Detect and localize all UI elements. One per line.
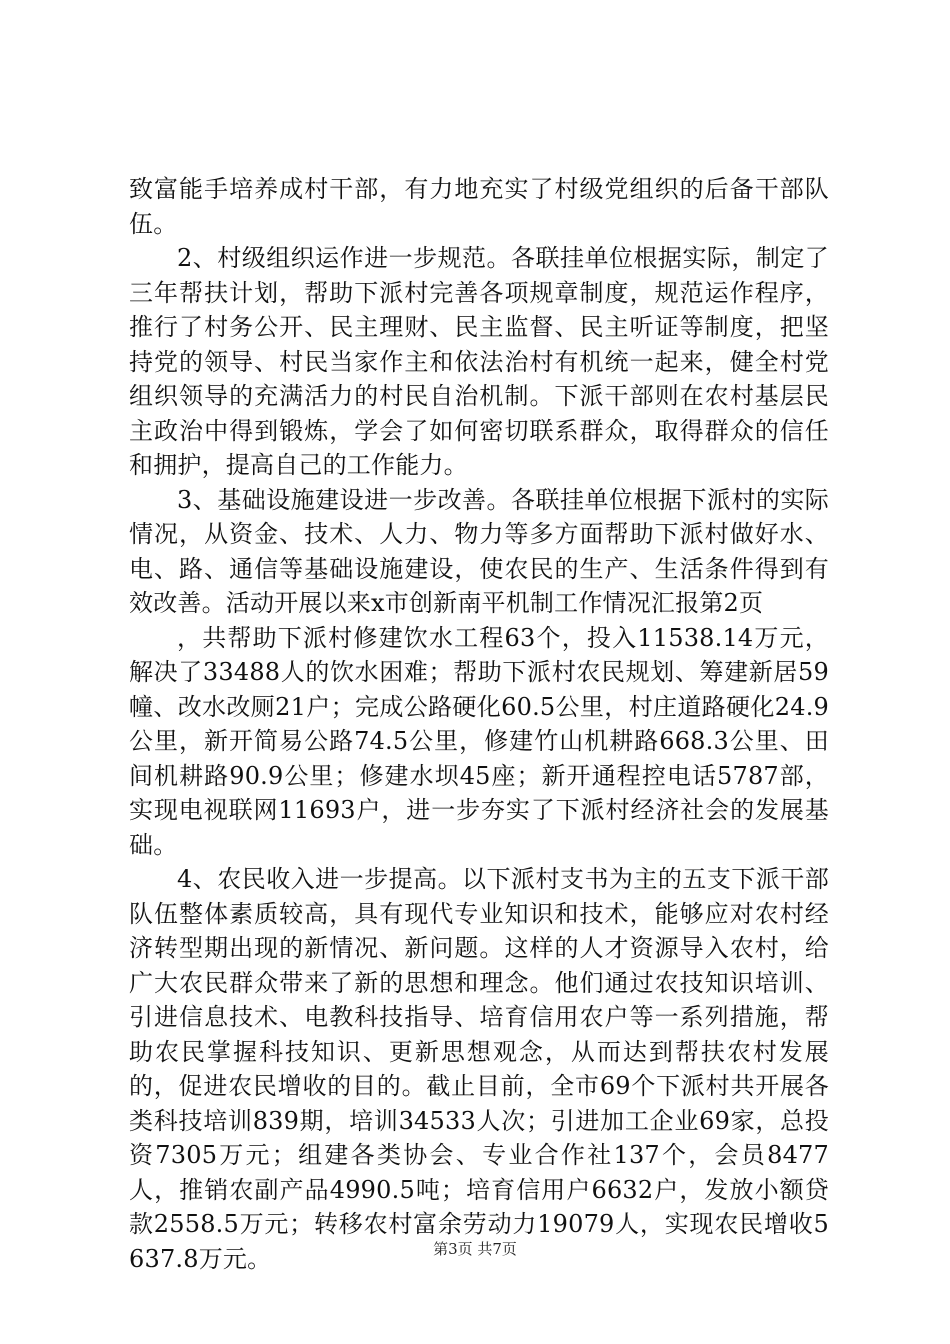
paragraph-infrastructure: 3、基础设施建设进一步改善。各联挂单位根据下派村的实际情况，从资金、技术、人力、物力等多方面帮助下派村做好水、电、路、通信等基础设施建设，使农民的生产、生活条件得到有效改善。活动开展以来x市创新南平机制工作情况汇报第2页: [129, 485, 829, 617]
document-body: [129, 172, 829, 1276]
page-footer: [0, 1238, 950, 1259]
page-number-label: 第3页 共7页: [433, 1240, 517, 1258]
paragraph-farmer-income: 4、农民收入进一步提高。以下派村支书为主的五支下派干部队伍整体素质较高，具有现代专业知识和技术，能够应对农村经济转型期出现的新情况、新问题。这样的人才资源导入农村，给广大农民群众带来了新的思想和理念。他们通过农技知识培训、引进信息技术、电教科技指导、培育信用农户等一系列措施，帮助农民掌握科技知识、更新思想观念，从而达到帮扶农村发展的，促进农民增收的目的。截止目前，全市69个下派村共开展各类科技培训839期，培训34533人次；引进加工企业69家，总投资7305万元；组建各类协会、专业合作社137个，会员8477人，推销农副产品4990.5吨；培育信用户6632户，发放小额贷款2558.5万元；转移农村富余劳动力19079人，实现农民增收5637.8万元。: [129, 865, 829, 1273]
paragraph-continuation: 致富能手培养成村干部，有力地充实了村级党组织的后备干部队伍。: [129, 175, 829, 238]
paragraph-village-organization: 2、村级组织运作进一步规范。各联挂单位根据实际，制定了三年帮扶计划，帮助下派村完善各项规章制度，规范运作程序，推行了村务公开、民主理财、民主监督、民主听证等制度，把坚持党的领导、村民当家作主和依法治村有机统一起来，健全村党组织领导的充满活力的村民自治机制。下派干部则在农村基层民主政治中得到锻炼，学会了如何密切联系群众，取得群众的信任和拥护，提高自己的工作能力。: [129, 244, 829, 479]
paragraph-infrastructure-figures: ，共帮助下派村修建饮水工程63个，投入11538.14万元，解决了33488人的饮水困难；帮助下派村农民规划、筹建新居59幢、改水改厕21户；完成公路硬化60.5公里，村庄道路硬化24.9公里，新开简易公路74.5公里，修建竹山机耕路668.3公里、田间机耕路90.9公里；修建水坝45座；新开通程控电话5787部，实现电视联网11693户，进一步夯实了下派村经济社会的发展基础。: [129, 623, 829, 859]
